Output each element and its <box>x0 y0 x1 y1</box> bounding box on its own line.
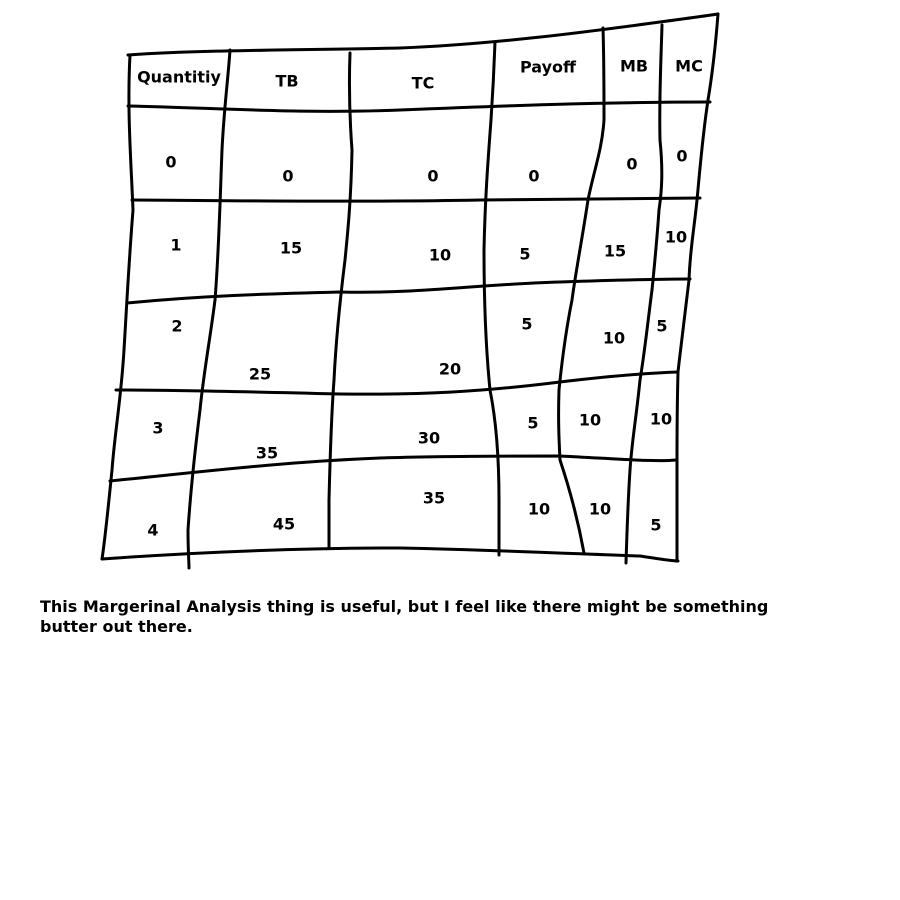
table-header <box>137 57 703 93</box>
cell-mb: 10 <box>578 410 602 430</box>
cell-quantity: 4 <box>147 520 159 540</box>
cell-tb: 25 <box>248 364 272 384</box>
cell-mc: 10 <box>649 409 673 429</box>
cell-mc: 5 <box>656 316 668 336</box>
table-row <box>165 147 687 186</box>
cell-tb: 35 <box>255 443 279 463</box>
header-tc: TC <box>411 73 435 93</box>
grid-line-right <box>677 14 718 561</box>
cell-tc: 30 <box>417 428 441 448</box>
cell-tb: 0 <box>282 166 294 186</box>
cell-payoff: 5 <box>519 244 531 264</box>
cell-quantity: 0 <box>165 152 177 172</box>
cell-tc: 20 <box>438 359 462 379</box>
table-row <box>152 410 672 463</box>
grid-line-row2-bottom <box>127 279 690 303</box>
header-payoff: Payoff <box>520 57 576 77</box>
header-mc: MC <box>675 56 703 76</box>
cell-payoff: 10 <box>527 499 551 519</box>
grid-divider-payoff-mb <box>559 28 604 553</box>
grid-line-left <box>102 55 133 559</box>
grid-line-header-bottom <box>128 102 710 111</box>
cell-payoff: 5 <box>521 314 533 334</box>
header-tb: TB <box>275 71 299 91</box>
cell-mb: 0 <box>626 154 638 174</box>
caption <box>40 597 840 637</box>
cell-payoff: 0 <box>528 166 540 186</box>
cell-quantity: 3 <box>152 418 164 438</box>
cell-tc: 0 <box>427 166 439 186</box>
cell-payoff: 5 <box>527 413 539 433</box>
cell-tc: 35 <box>422 488 446 508</box>
grid-divider-qty-tb <box>188 50 230 568</box>
cell-tb: 15 <box>279 238 303 258</box>
grid-divider-tb-tc <box>329 53 352 548</box>
caption-line-2: butter out there. <box>40 617 193 636</box>
cell-quantity: 2 <box>171 316 183 336</box>
caption-line-1: This Margerinal Analysis thing is useful, but I feel like there might be something <box>40 597 769 616</box>
grid-line-top <box>128 14 718 55</box>
cell-quantity: 1 <box>170 235 182 255</box>
cell-tb: 45 <box>272 514 296 534</box>
grid-line-row1-bottom <box>132 198 700 201</box>
header-quantity: Quantitiy <box>137 67 221 87</box>
cell-tc: 10 <box>428 245 452 265</box>
grid-divider-mb-mc <box>626 25 662 563</box>
table-row <box>147 489 661 540</box>
table-row <box>170 228 687 265</box>
table-row <box>171 315 667 384</box>
grid-line-row3-bottom <box>116 372 678 394</box>
cell-mb: 10 <box>602 328 626 348</box>
cell-mc: 5 <box>650 515 662 535</box>
cell-mc: 10 <box>664 227 688 247</box>
cell-mb: 10 <box>588 499 612 519</box>
header-mb: MB <box>619 56 649 76</box>
grid-divider-tc-payoff <box>484 42 499 555</box>
cell-mc: 0 <box>676 146 688 166</box>
cell-mb: 15 <box>603 241 627 261</box>
table-grid <box>102 14 718 568</box>
